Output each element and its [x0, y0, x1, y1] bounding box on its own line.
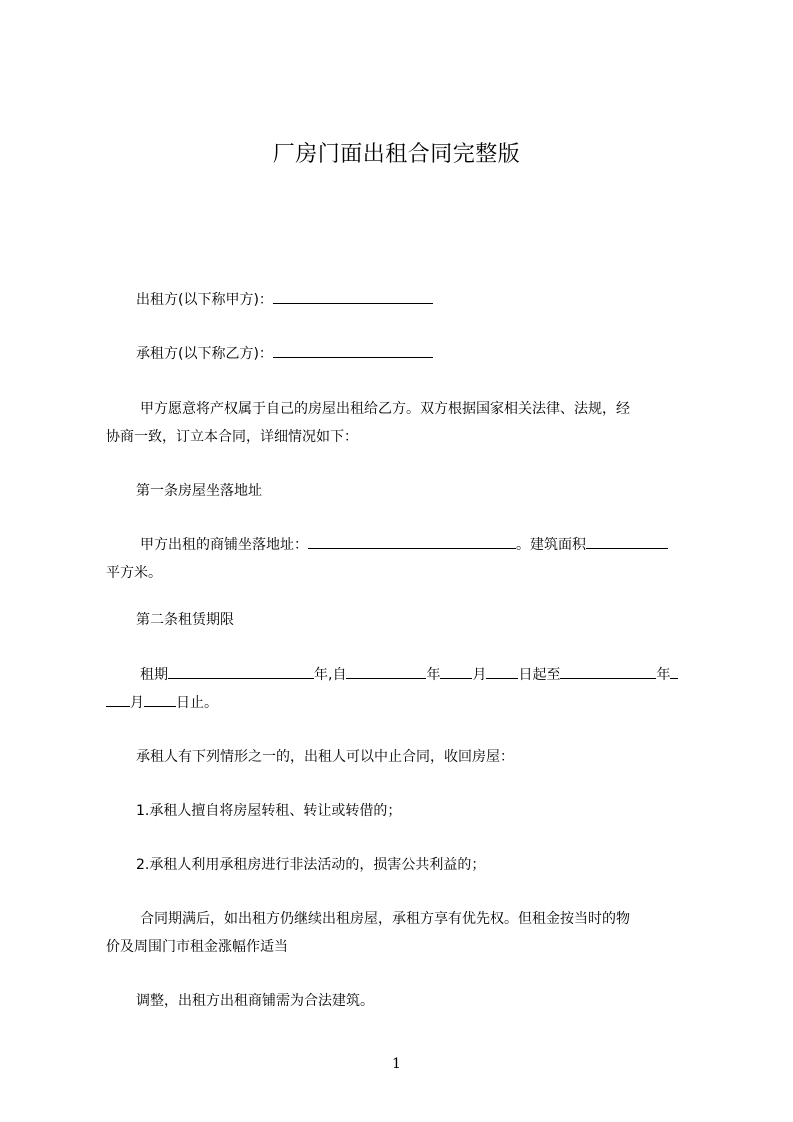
party-b-line — [106, 340, 734, 368]
intro-line-2: 协商一致，订立本合同，详细情况如下： — [106, 429, 358, 445]
end-month-blank — [106, 692, 130, 707]
termination-item-2: 2.承租人利用承租房进行非法活动的，损害公共利益的； — [136, 857, 486, 873]
address-blank — [308, 534, 516, 549]
party-b-blank — [273, 343, 433, 358]
term-line-2 — [106, 689, 704, 717]
termination-item-1: 1.承租人擅自将房屋转租、转让或转借的； — [136, 803, 402, 819]
term-label: 租期 — [140, 667, 168, 683]
end-month-blank-start — [670, 664, 678, 679]
end-month-label: 月 — [130, 695, 144, 711]
end-year-label: 年 — [656, 667, 671, 683]
adjustment-line: 调整，出租方出租商铺需为合法建筑。 — [136, 993, 374, 1009]
start-day-blank — [486, 664, 518, 679]
start-day-label: 日起至 — [518, 667, 561, 683]
end-year-blank — [560, 664, 656, 679]
page-number: 1 — [392, 1056, 401, 1072]
article-2-title: 第二条租赁期限 — [136, 612, 234, 628]
address-label: 甲方出租的商铺坐落地址： — [140, 537, 308, 553]
start-month-blank — [440, 664, 472, 679]
party-a-line — [106, 286, 734, 314]
renewal-line-1: 合同期满后，如出租方仍继续出租房屋，承租方享有优先权。但租金按当时的物 — [140, 911, 630, 927]
document-title: 厂房门面出租合同完整版 — [272, 142, 521, 167]
term-year-label: 年,自 — [314, 667, 347, 683]
termination-intro: 承租人有下列情形之一的，出租人可以中止合同，收回房屋： — [136, 749, 514, 765]
area-label: 。建筑面积 — [516, 537, 586, 553]
area-blank — [586, 534, 668, 549]
end-day-blank — [144, 692, 176, 707]
start-year-blank — [346, 664, 426, 679]
article-1-line-2: 平方米。 — [106, 565, 162, 581]
term-years-blank — [168, 664, 314, 679]
article-1-title: 第一条房屋坐落地址 — [136, 483, 262, 499]
party-b-label: 承租方(以下称乙方)： — [136, 346, 273, 362]
party-a-label: 出租方(以下称甲方)： — [136, 292, 273, 308]
renewal-line-2: 价及周围门市租金涨幅作适当 — [106, 939, 288, 955]
start-month-label: 月 — [472, 667, 487, 683]
term-line-1 — [106, 661, 738, 689]
party-a-blank — [273, 289, 433, 304]
start-year-label: 年 — [426, 667, 441, 683]
article-1-line-1 — [106, 531, 738, 559]
end-day-label: 日止。 — [176, 695, 218, 711]
intro-line-1: 甲方愿意将产权属于自己的房屋出租给乙方。双方根据国家相关法律、法规，经 — [140, 401, 630, 417]
